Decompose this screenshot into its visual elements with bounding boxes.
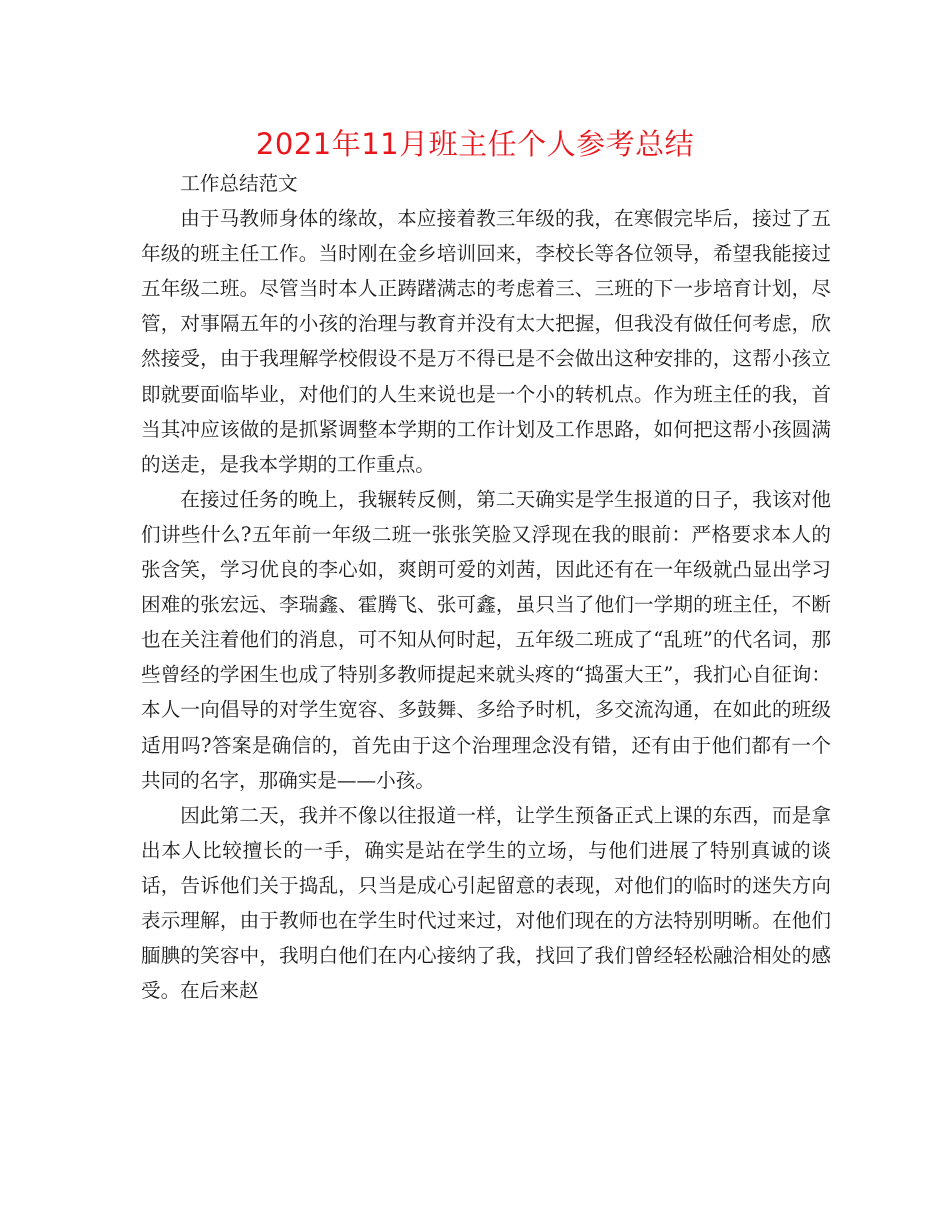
document-title: 2021年11月班主任个人参考总结 [255,127,695,161]
paragraph-1: 由于马教师身体的缘故，本应接着教三年级的我，在寒假完毕后，接过了五年级的班主任工作。当时刚在金乡培训回来，李校长等各位领导，希望我能接过五年级二班。尽管当时本人正踌躇满志的考虑着三、三班的下一步培育计划，尽管，对事隔五年的小孩的治理与教育并没有太大把握，但我没有做任何考虑，欣然接受，由于我理解学校假设不是万不得已是不会做出这种安排的，这帮小孩立即就要面临毕业，对他们的人生来说也是一个小的转机点。作为班主任的我，首当其冲应该做的是抓紧调整本学期的工作计划及工作思路，如何把这帮小孩圆满的送走，是我本学期的工作重点。 [141,207,831,476]
document-body [141,166,831,1008]
paragraph-3: 因此第二天，我并不像以往报道一样，让学生预备正式上课的东西，而是拿出本人比较擅长的一手，确实是站在学生的立场，与他们进展了特别真诚的谈话，告诉他们关于捣乱，只当是成心引起留意的表现，对他们的临时的迷失方向表示理解，由于教师也在学生时代过来过，对他们现在的方法特别明晰。在他们腼腆的笑容中，我明白他们在内心接纳了我，找回了我们曾经轻松融洽相处的感受。在后来赵 [141,803,831,1003]
document-subtitle: 工作总结范文 [180,172,298,195]
paragraph-2: 在接过任务的晚上，我辗转反侧，第二天确实是学生报道的日子，我该对他们讲些什么?五年前一年级二班一张张笑脸又浮现在我的眼前：严格要求本人的张含笑，学习优良的李心如，爽朗可爱的刘茜，因此还有在一年级就凸显出学习困难的张宏远、李瑞鑫、霍腾飞、张可鑫，虽只当了他们一学期的班主任，不断也在关注着他们的消息，可不知从何时起，五年级二班成了“乱班”的代名词，那些曾经的学困生也成了特别多教师提起来就头疼的“捣蛋大王”，我扪心自征询：本人一向倡导的对学生宽容、多鼓舞、多给予时机，多交流沟通，在如此的班级适用吗?答案是确信的，首先由于这个治理理念没有错，还有由于他们都有一个共同的名字，那确实是——小孩。 [141,487,831,792]
